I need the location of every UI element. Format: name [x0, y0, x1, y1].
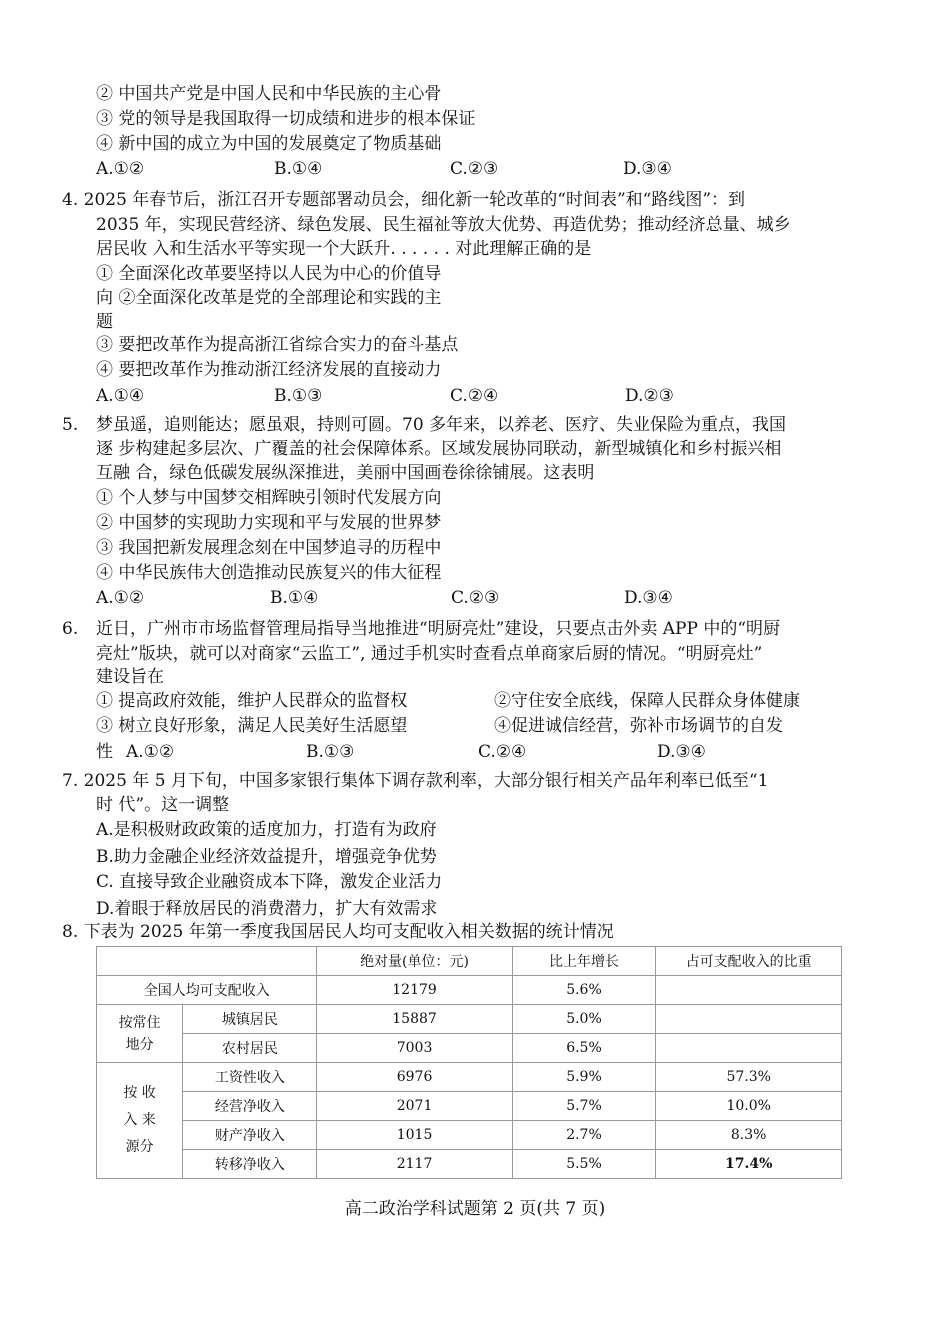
q6-item-3: ③ 树立良好形象，满足人民美好生活愿望	[96, 716, 408, 736]
q6-item-2: ②守住安全底线，保障人民群众身体健康	[494, 691, 800, 711]
q6-item-4: ④促进诚信经营，弥补市场调节的自发	[494, 716, 783, 736]
q5-option-d[interactable]: D.③④	[624, 588, 673, 608]
q4-item-2a: 向 ②全面深化改革是党的全部理论和实践的主	[96, 288, 442, 308]
q5-item-4: ④ 中华民族伟大创造推动民族复兴的伟大征程	[96, 563, 442, 583]
table-row	[97, 1005, 842, 1034]
q4-option-d[interactable]: D.②③	[625, 386, 674, 406]
q5-item-3: ③ 我国把新发展理念刻在中国梦追寻的历程中	[96, 538, 442, 558]
q7-stem-line-2: 时 代”。这一调整	[96, 795, 230, 815]
table-row	[97, 1063, 842, 1092]
header-absolute: 绝对量(单位：元)	[317, 947, 512, 976]
q6-option-b[interactable]: B.①③	[306, 742, 355, 762]
q6-item-4-tail: 性	[96, 742, 113, 762]
row-value: 15887	[317, 1005, 512, 1034]
q5-option-b[interactable]: B.①④	[270, 588, 319, 608]
q6-number: 6.	[62, 619, 79, 639]
group-source	[97, 1063, 183, 1179]
row-growth: 5.0%	[512, 1005, 656, 1034]
group-source-line-2: 入 来	[123, 1112, 156, 1128]
row-label: 全国人均可支配收入	[97, 976, 317, 1005]
q4-item-1: ① 全面深化改革要坚持以人民为中心的价值导	[96, 264, 442, 284]
row-label: 工资性收入	[183, 1063, 317, 1092]
row-value: 2071	[317, 1092, 512, 1121]
row-share: 17.4%	[656, 1150, 842, 1179]
table-row	[97, 1121, 842, 1150]
q5-option-c[interactable]: C.②③	[451, 588, 500, 608]
q4-options	[96, 385, 796, 407]
group-residence-line-2: 地分	[125, 1036, 154, 1053]
row-share: 8.3%	[656, 1121, 842, 1150]
q3-option-c[interactable]: C.②③	[450, 159, 499, 179]
q3-option-b[interactable]: B.①④	[274, 159, 323, 179]
page-footer: 高二政治学科试题第 2 页(共 7 页)	[344, 1199, 606, 1219]
q6-option-a[interactable]: A.①②	[126, 742, 175, 762]
q6-option-c[interactable]: C.②④	[478, 742, 527, 762]
row-value: 2117	[317, 1150, 512, 1179]
row-value: 12179	[317, 976, 512, 1005]
q3-item-4: ④ 新中国的成立为中国的发展奠定了物质基础	[96, 134, 442, 154]
row-growth: 6.5%	[512, 1034, 656, 1063]
table-row	[97, 1034, 842, 1063]
row-value: 7003	[317, 1034, 512, 1063]
row-growth: 5.7%	[512, 1092, 656, 1121]
row-value: 6976	[317, 1063, 512, 1092]
q3-options	[96, 158, 796, 180]
row-value: 1015	[317, 1121, 512, 1150]
row-share: 10.0%	[656, 1092, 842, 1121]
row-growth: 5.5%	[512, 1150, 656, 1179]
q3-item-3: ③ 党的领导是我国取得一切成绩和进步的根本保证	[96, 109, 476, 129]
q3-option-a[interactable]: A.①②	[96, 159, 145, 179]
row-share: 57.3%	[656, 1063, 842, 1092]
table-row	[97, 1092, 842, 1121]
header-empty	[97, 947, 317, 976]
q4-stem-line-3: 居民收 入和生活水平等实现一个大跃升. . . . . . 对此理解正确的是	[96, 239, 592, 259]
q3-option-d[interactable]: D.③④	[623, 159, 672, 179]
q5-option-a[interactable]: A.①②	[96, 588, 145, 608]
q7-choice-a[interactable]: A.是积极财政政策的适度加力，打造有为政府	[96, 820, 437, 840]
q5-item-2: ② 中国梦的实现助力实现和平与发展的世界梦	[96, 513, 442, 533]
table-row	[97, 976, 842, 1005]
q6-stem-line-3: 建设旨在	[96, 667, 164, 687]
q4-stem-line-2: 2035 年，实现民营经济、绿色发展、民生福祉等放大优势、再造优势；推动经济总量、城乡	[96, 215, 791, 235]
q8-stem: 8. 下表为 2025 年第一季度我国居民人均可支配收入相关数据的统计情况	[62, 922, 614, 942]
q6-options	[126, 741, 826, 763]
q6-option-d[interactable]: D.③④	[657, 742, 706, 762]
q5-stem-line-2: 逐 步构建起多层次、广覆盖的社会保障体系。区域发展协同联动，新型城镇化和乡村振兴相	[96, 439, 782, 459]
row-label: 城镇居民	[183, 1005, 317, 1034]
q7-choice-b[interactable]: B.助力金融企业经济效益提升，增强竞争优势	[96, 847, 437, 867]
q4-option-c[interactable]: C.②④	[450, 386, 499, 406]
row-share-empty	[656, 976, 842, 1005]
row-growth: 2.7%	[512, 1121, 656, 1150]
group-residence	[97, 1005, 183, 1063]
row-label: 财产净收入	[183, 1121, 317, 1150]
q5-number: 5.	[62, 415, 79, 435]
row-share-empty	[656, 1005, 842, 1034]
row-share-empty	[656, 1034, 842, 1063]
q5-options	[96, 587, 796, 609]
q4-item-4: ④ 要把改革作为推动浙江经济发展的直接动力	[96, 360, 442, 380]
row-label: 经营净收入	[183, 1092, 317, 1121]
table-row	[97, 1150, 842, 1179]
q6-stem-line-2: 亮灶”版块，就可以对商家“云监工”, 通过手机实时查看点单商家后厨的情况。“明厨亮灶”	[96, 644, 763, 664]
q4-item-3: ③ 要把改革作为提高浙江省综合实力的奋斗基点	[96, 335, 459, 355]
q7-stem-line-1: 7. 2025 年 5 月下旬，中国多家银行集体下调存款利率，大部分银行相关产品年利率已低至“1	[62, 771, 769, 791]
q4-option-b[interactable]: B.①③	[274, 386, 323, 406]
row-growth: 5.6%	[512, 976, 656, 1005]
q3-item-2: ② 中国共产党是中国人民和中华民族的主心骨	[96, 84, 442, 104]
q4-stem-line-1: 4. 2025 年春节后，浙江召开专题部署动员会，细化新一轮改革的“时间表”和“路线图”：到	[62, 190, 746, 210]
group-source-line-3: 源分	[125, 1139, 154, 1155]
row-label: 农村居民	[183, 1034, 317, 1063]
table-header-row	[97, 947, 842, 976]
q5-item-1: ① 个人梦与中国梦交相辉映引领时代发展方向	[96, 488, 442, 508]
row-label: 转移净收入	[183, 1150, 317, 1179]
q4-option-a[interactable]: A.①④	[96, 386, 145, 406]
q5-stem-line-3: 互融 合，绿色低碳发展纵深推进，美丽中国画卷徐徐铺展。这表明	[96, 463, 595, 483]
q6-item-1: ① 提高政府效能，维护人民群众的监督权	[96, 691, 408, 711]
q6-stem-line-1: 近日，广州市市场监督管理局指导当地推进“明厨亮灶”建设，只要点击外卖 APP 中的“明厨	[96, 619, 781, 639]
income-table	[96, 946, 842, 1179]
group-residence-line-1: 按常住	[118, 1014, 161, 1031]
q5-stem-line-1: 梦虽遥，追则能达；愿虽艰，持则可圆。70 多年来，以养老、医疗、失业保险为重点，我国	[96, 415, 787, 435]
row-growth: 5.9%	[512, 1063, 656, 1092]
q4-item-2b: 题	[96, 312, 113, 332]
q7-choice-d[interactable]: D.着眼于释放居民的消费潜力，扩大有效需求	[96, 899, 438, 919]
header-share: 占可支配收入的比重	[656, 947, 842, 976]
group-source-line-1: 按 收	[123, 1085, 156, 1101]
q7-choice-c[interactable]: C. 直接导致企业融资成本下降，激发企业活力	[96, 872, 443, 892]
header-growth: 比上年增长	[512, 947, 656, 976]
